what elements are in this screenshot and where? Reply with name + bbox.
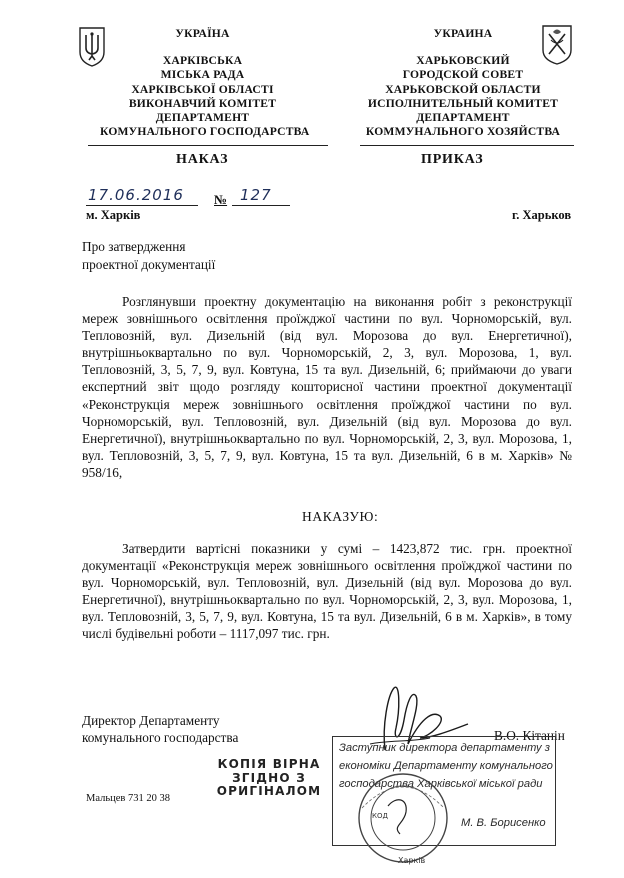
header-right-line: ДЕПАРТАМЕНТ xyxy=(416,111,510,125)
certification-stamp-name: М. В. Борисенко xyxy=(461,817,546,829)
header-right-line: ИСПОЛНИТЕЛЬНЫЙ КОМИТЕТ xyxy=(367,96,559,110)
doc-type-ua: НАКАЗ xyxy=(176,152,229,167)
copy-stamp-line: КОПІЯ ВІРНА xyxy=(217,757,321,771)
signatory-position-line: Директор Департаменту xyxy=(82,713,220,728)
order-number: 127 xyxy=(240,186,272,204)
preamble-paragraph xyxy=(82,293,572,481)
copy-stamp-line: ОРИГІНАЛОМ xyxy=(216,784,322,798)
header-left-line: ХАРКІВСЬКОЇ ОБЛАСТІ xyxy=(131,82,274,96)
header-rule-right xyxy=(360,145,574,146)
place-ru: г. Харьков xyxy=(512,208,572,222)
header-left-line: ДЕПАРТАМЕНТ xyxy=(155,111,250,125)
signatory-name: В.О. Кітанін xyxy=(494,728,565,743)
header-left-line: ХАРКІВСЬКА xyxy=(162,54,243,68)
certification-stamp-line: економіки Департаменту комунального xyxy=(339,760,553,772)
place-ua: м. Харків xyxy=(86,208,141,222)
doc-type-ru: ПРИКАЗ xyxy=(421,152,484,167)
copy-stamp xyxy=(210,758,328,799)
header-right-line: ХАРЬКОВСКИЙ xyxy=(416,54,510,68)
header-right-line: ГОРОДСКОЙ СОВЕТ xyxy=(402,68,524,82)
header-right xyxy=(357,27,569,139)
subject-line: Про затвердження xyxy=(82,239,186,254)
header-right-line: КОММУНАЛЬНОГО ХОЗЯЙСТВА xyxy=(365,125,561,139)
header-right-line: ХАРЬКОВСКОЙ ОБЛАСТИ xyxy=(385,82,541,96)
header-left-line: МІСЬКА РАДА xyxy=(160,68,245,82)
certification-stamp-line: Заступник директора департаменту з xyxy=(339,742,550,754)
signatory-position-line: комунального господарства xyxy=(82,730,239,745)
number-label: № xyxy=(214,192,228,207)
subject-line: проектної документації xyxy=(82,257,216,272)
copy-stamp-line: ЗГІДНО З xyxy=(232,770,306,785)
seal-text-kod: КОД xyxy=(372,812,388,820)
number-underline xyxy=(232,205,290,206)
subject xyxy=(82,238,215,274)
header-rule-left xyxy=(88,145,328,146)
header-right-country: УКРАИНА xyxy=(433,27,493,40)
signatory-position xyxy=(82,712,238,746)
preamble-text: Розглянувши проектну документацію на виконання робіт з реконструкції мереж зовнішнього освітлення проїжджої частини по вул. Чорноморській, вул. Тепловозній, вул. Дизельній (від вул. Морозова до вул. Енергетичної), внутрішньоквартально по вул. Чорноморській, 2, 3, вул. Морозова, 1, вул. Тепловозній, 3, 5, 7, 9, вул. Ковтуна, 15 та вул. Дизельній, 6; приймаючи до уваги експертний звіт щодо розгляду кошторисної частини проектної документації «Реконструкція мереж зовнішнього освітлення проїжджої частини по вул. Чорноморській, вул. Тепловозній, вул. Дизельній (від вул. Морозова до вул. Енергетичної), внутрішньоквартально по вул. Чорноморській, 2, 3, вул. Морозова, 1, вул. Тепловозній, 3, 5, 7, 9, вул. Ковтуна, 15 та вул. Дизельній, 6 в м. Харків» № 958/16, xyxy=(82,294,572,480)
order-word: НАКАЗУЮ: xyxy=(302,509,379,524)
executor-info: Мальцев 731 20 38 xyxy=(86,793,170,804)
header-left-line: КОМУНАЛЬНОГО ГОСПОДАРСТВА xyxy=(100,125,310,139)
header-left-line: ВИКОНАВЧИЙ КОМІТЕТ xyxy=(128,96,277,110)
order-paragraph xyxy=(82,540,572,643)
header-left xyxy=(100,27,310,139)
order-text: Затвердити вартісні показники у сумі – 1423,872 тис. грн. проектної документації «Реконструкція мереж зовнішнього освітлення проїжджої частини по вул. Чорноморській, вул. Тепловозній, вул. Дизельній (від вул. Морозова до вул. Енергетичної), внутрішньоквартально по вул. Чорноморській, 2, 3, вул. Морозова, 1, вул. Тепловозній, 3, 5, 7, 9, вул. Ковтуна, 15 та вул. Дизельній, 6 в м. Харків», в тому числі будівельні роботи – 1117,097 тис. грн. xyxy=(82,541,572,642)
seal-text-city: Харків xyxy=(398,856,426,865)
certification-stamp-line: господарства Харківської міської ради xyxy=(339,778,543,790)
order-date: 17.06.2016 xyxy=(88,186,184,204)
header-left-country: УКРАЇНА xyxy=(175,27,230,40)
date-underline xyxy=(86,205,198,206)
